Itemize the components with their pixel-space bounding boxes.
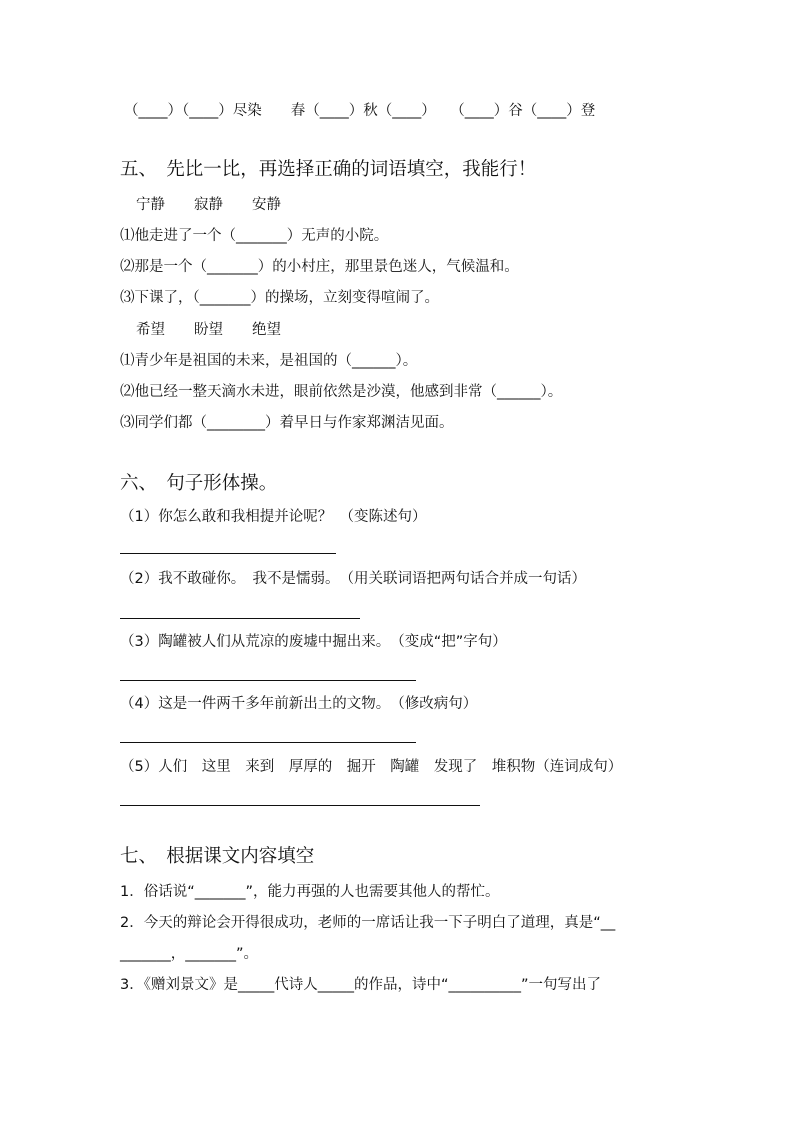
section-6-item-3: （3）陶罐被人们从荒凉的废墟中掘出来。 （变成“把”字句）: [120, 634, 507, 650]
answer-line-1[interactable]: [120, 553, 336, 554]
answer-line-4[interactable]: [120, 742, 416, 743]
word-choices-group-1: 宁静 寂静 安静: [136, 197, 281, 213]
section-5-group-2-item-1: ⑴青少年是祖国的未来，是祖国的（______）。: [120, 353, 418, 369]
section-5-group-1-item-3: ⑶下课了，（_______）的操场，立刻变得喧闹了。: [120, 290, 439, 306]
section-7-item-3: 3．《赠刘景文》是_____代诗人_____的作品，诗中“__________”一句写出了: [120, 977, 601, 993]
section-5-heading: 五、 先比一比，再选择正确的词语填空，我能行！: [120, 159, 537, 180]
section-7-heading: 七、 根据课文内容填空: [120, 846, 315, 867]
section-5-group-1-item-2: ⑵那是一个（_______）的小村庄，那里景色迷人，气候温和。: [120, 259, 519, 275]
section-6-item-5: （5）人们 这里 来到 厚厚的 掘开 陶罐 发现了 堆积物（连词成句）: [120, 759, 623, 775]
section-6-item-4: （4）这是一件两千多年前新出土的文物。 （修改病句）: [120, 696, 478, 712]
answer-line-2[interactable]: [120, 618, 360, 619]
answer-line-3[interactable]: [120, 680, 416, 681]
answer-line-5[interactable]: [120, 805, 480, 806]
section-5-group-2-item-3: ⑶同学们都（________）着早日与作家郑渊洁见面。: [120, 415, 454, 431]
section-6-item-2: （2）我不敢碰你。 我不是懦弱。 （用关联词语把两句话合并成一句话）: [120, 571, 586, 587]
section-7-item-2: 2．今天的辩论会开得很成功，老师的一席话让我一下子明白了道理，真是“__: [120, 915, 616, 931]
section-6-item-1: （1）你怎么敢和我相提并论呢？ （变陈述句）: [120, 509, 427, 525]
word-choices-group-2: 希望 盼望 绝望: [136, 322, 281, 338]
section-7-item-1: 1．俗话说“_______”，能力再强的人也需要其他人的帮忙。: [120, 884, 500, 900]
section-5-group-1-item-1: ⑴他走进了一个（_______）无声的小院。: [120, 228, 389, 244]
idiom-fill-line: （____）（____）尽染 春（____）秋（____） （____）谷（____）登: [124, 103, 596, 119]
section-7-item-2-continued: _______，_______”。: [120, 946, 259, 962]
section-5-group-2-item-2: ⑵他已经一整天滴水未进，眼前依然是沙漠，他感到非常（______）。: [120, 384, 563, 400]
section-6-heading: 六、 句子形体操。: [120, 473, 278, 494]
